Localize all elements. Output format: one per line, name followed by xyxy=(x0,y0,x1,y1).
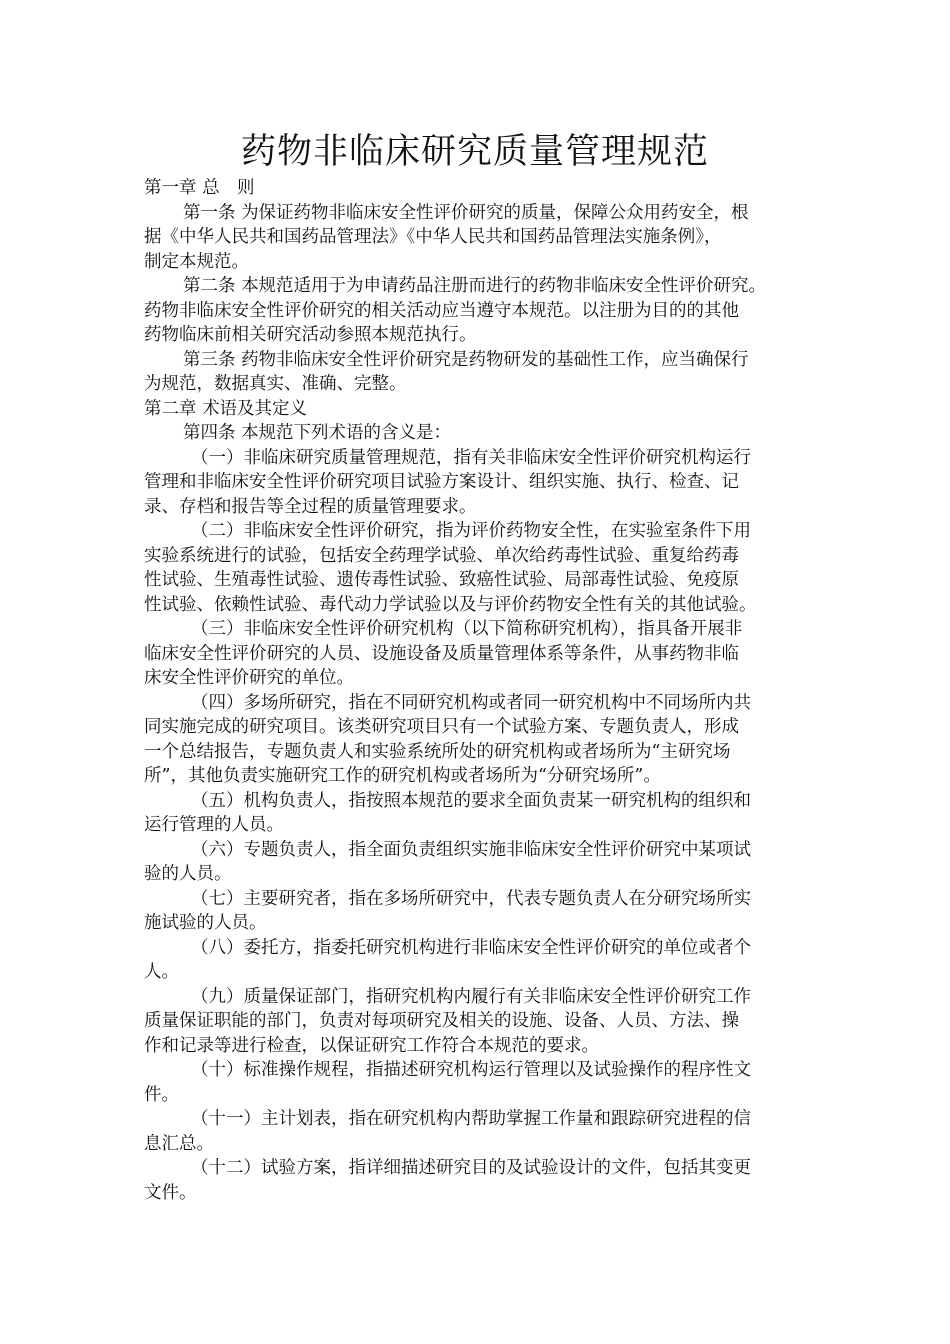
text-line: 施试验的人员。 xyxy=(144,913,267,933)
text-line: （七）主要研究者，指在多场所研究中，代表专题负责人在分研究场所实 xyxy=(191,888,751,909)
text-line: 文件。 xyxy=(144,1182,197,1203)
text-line: 据《中华人民共和国药品管理法》《中华人民共和国药品管理法实施条例》， xyxy=(144,227,722,247)
text-line: 性试验、生殖毒性试验、遗传毒性试验、致癌性试验、局部毒性试验、免疫原 xyxy=(144,570,739,590)
text-line: 床安全性评价研究的单位。 xyxy=(144,668,354,688)
text-line: 同实施完成的研究项目。该类研究项目只有一个试验方案、专题负责人，形成 xyxy=(144,717,739,737)
text-line: （十一）主计划表，指在研究机构内帮助掌握工作量和跟踪研究进程的信 xyxy=(191,1109,751,1129)
text-line: （十）标准操作规程，指描述研究机构运行管理以及试验操作的程序性文 xyxy=(191,1060,751,1080)
text-line: 管理和非临床安全性评价研究项目试验方案设计、组织实施、执行、检查、记 xyxy=(144,472,739,492)
text-line: （三）非临床安全性评价研究机构（以下简称研究机构），指具备开展非 xyxy=(191,619,743,639)
document-body xyxy=(144,176,820,1205)
text-line: （一）非临床研究质量管理规范，指有关非临床安全性评价研究机构运行 xyxy=(191,447,751,468)
text-line: （五）机构负责人，指按照本规范的要求全面负责某一研究机构的组织和 xyxy=(191,790,751,811)
text-line: 药物临床前相关研究活动参照本规范执行。 xyxy=(144,325,477,345)
text-line: 制定本规范。 xyxy=(144,251,249,272)
text-line: 一个总结报告，专题负责人和实验系统所处的研究机构或者场所为“主研究场 xyxy=(144,741,731,762)
text-line: 为规范，数据真实、准确、完整。 xyxy=(144,374,407,394)
chapter-heading: 第一章 总 则 xyxy=(144,178,255,198)
document-title: 药物非临床研究质量管理规范 xyxy=(240,132,709,172)
text-line: 人。 xyxy=(144,962,179,982)
text-line: 第二条 本规范适用于为申请药品注册而进行的药物非临床安全性评价研究。 xyxy=(183,276,767,296)
text-line: （四）多场所研究，指在不同研究机构或者同一研究机构中不同场所内共 xyxy=(191,692,751,713)
text-line: （二）非临床安全性评价研究，指为评价药物安全性，在实验室条件下用 xyxy=(191,521,751,541)
text-line: 第四条 本规范下列术语的含义是： xyxy=(183,423,452,443)
text-line: （八）委托方，指委托研究机构进行非临床安全性评价研究的单位或者个 xyxy=(191,937,751,958)
chapter-heading: 第二章 术语及其定义 xyxy=(144,398,308,419)
text-line: 运行管理的人员。 xyxy=(144,815,284,835)
text-line: 验的人员。 xyxy=(144,864,232,884)
text-line: 临床安全性评价研究的人员、设施设备及质量管理体系等条件，从事药物非临 xyxy=(144,643,739,664)
text-line: 实验系统进行的试验，包括安全药理学试验、单次给药毒性试验、重复给药毒 xyxy=(144,545,739,566)
text-line: 第一条 为保证药物非临床安全性评价研究的质量，保障公众用药安全，根 xyxy=(183,202,749,223)
text-line: 第三条 药物非临床安全性评价研究是药物研发的基础性工作，应当确保行 xyxy=(183,349,749,370)
text-line: （十二）试验方案，指详细描述研究目的及试验设计的文件，包括其变更 xyxy=(191,1158,751,1178)
text-line: 作和记录等进行检查，以保证研究工作符合本规范的要求。 xyxy=(144,1035,599,1056)
text-line: 性试验、依赖性试验、毒代动力学试验以及与评价药物安全性有关的其他试验。 xyxy=(144,594,757,615)
text-line: 所”，其他负责实施研究工作的研究机构或者场所为“分研究场所”。 xyxy=(144,766,661,786)
text-line: （九）质量保证部门，指研究机构内履行有关非临床安全性评价研究工作 xyxy=(191,986,751,1007)
text-line: （六）专题负责人，指全面负责组织实施非临床安全性评价研究中某项试 xyxy=(191,839,751,860)
text-line: 录、存档和报告等全过程的质量管理要求。 xyxy=(144,496,477,517)
text-line: 质量保证职能的部门，负责对每项研究及相关的设施、设备、人员、方法、操 xyxy=(144,1011,739,1031)
text-line: 件。 xyxy=(144,1084,179,1105)
text-line: 药物非临床安全性评价研究的相关活动应当遵守本规范。以注册为目的的其他 xyxy=(144,300,739,321)
text-line: 息汇总。 xyxy=(144,1133,214,1154)
